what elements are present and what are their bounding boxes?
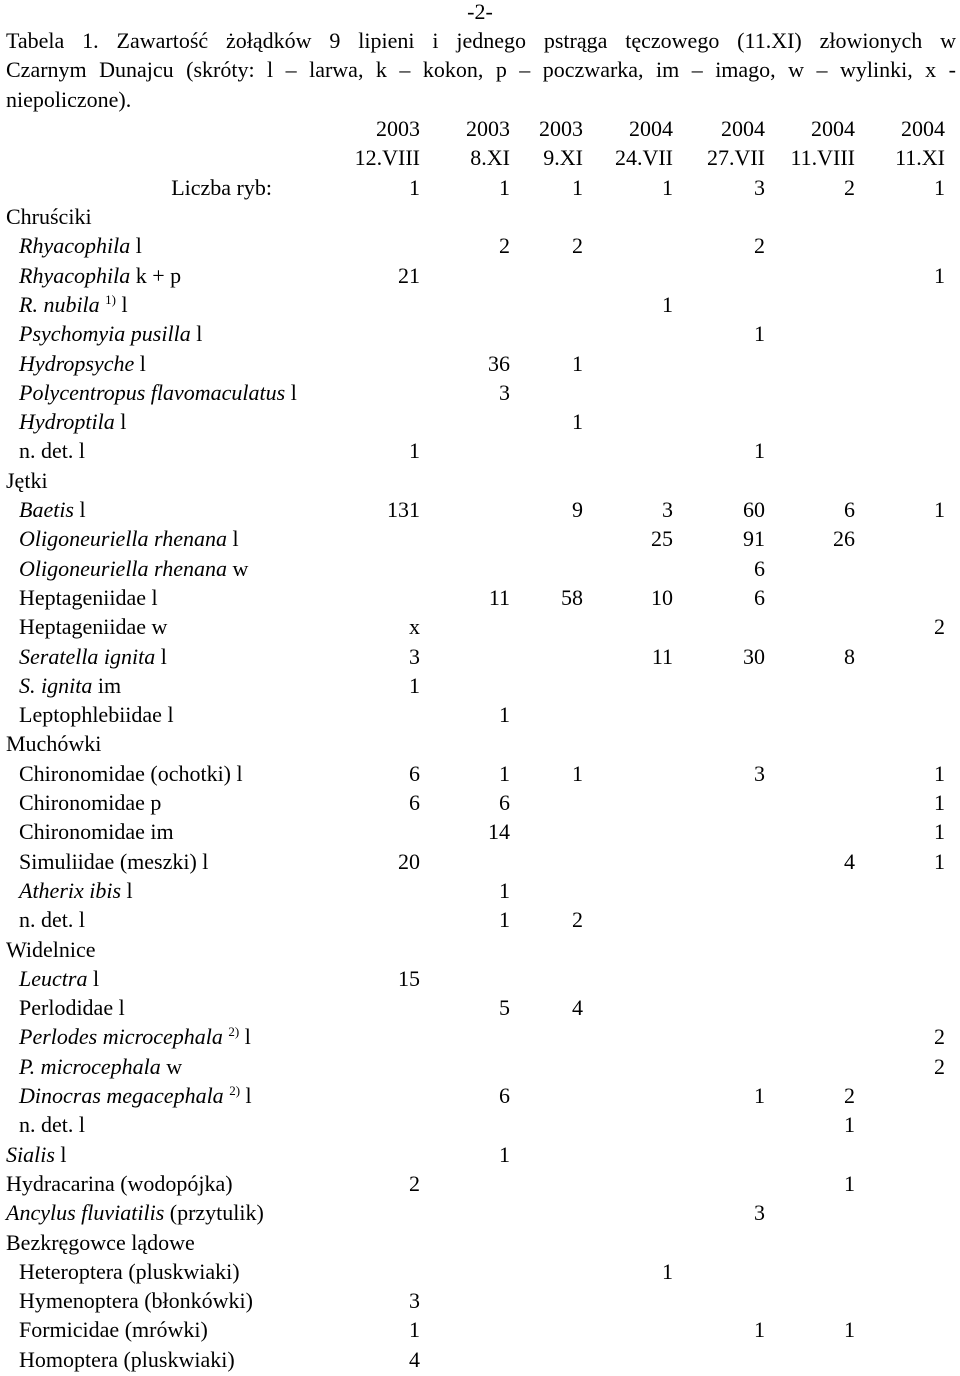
taxon-label xyxy=(19,524,239,553)
taxon-label xyxy=(19,1052,182,1081)
cell-value: 1 xyxy=(499,1141,510,1167)
taxon-label xyxy=(19,612,167,641)
section-row xyxy=(0,202,960,231)
cell-value: 60 xyxy=(743,497,765,522)
section-label xyxy=(6,466,48,495)
cell-value: 1 xyxy=(499,877,510,903)
section-row xyxy=(0,1228,960,1257)
cell-value: 1 xyxy=(844,1317,855,1343)
label-part: l xyxy=(130,233,142,259)
cell-value: 6 xyxy=(754,555,765,581)
taxon-label xyxy=(19,671,121,700)
taxon-label xyxy=(19,349,146,378)
section-label xyxy=(6,1169,233,1198)
cell-value: 25 xyxy=(651,526,673,552)
cell-value: 3 xyxy=(499,379,510,405)
label-part: Seratella ignita xyxy=(19,643,156,669)
cell-value: 2 xyxy=(572,233,583,259)
taxon-row xyxy=(0,1286,960,1315)
cell-value: 2 xyxy=(934,1053,945,1079)
taxon-row xyxy=(0,290,960,319)
cell-value: 1 xyxy=(934,848,945,874)
taxon-label xyxy=(19,378,297,407)
cell-value: 1 xyxy=(934,760,945,786)
taxon-label xyxy=(19,1022,251,1051)
header-date-row xyxy=(0,143,960,172)
section-row xyxy=(0,1169,960,1198)
column-date: 8.XI xyxy=(470,145,510,170)
column-date: 12.VIII xyxy=(354,145,420,170)
label-part: w xyxy=(226,555,249,581)
label-part: l xyxy=(239,1024,251,1050)
cell-value: 1 xyxy=(754,438,765,464)
column-year: 2003 xyxy=(466,116,510,141)
taxon-row xyxy=(0,759,960,788)
label-part: im xyxy=(92,672,122,698)
page-number: -2- xyxy=(467,0,493,24)
taxon-row xyxy=(0,1345,960,1374)
cell-value: 26 xyxy=(833,526,855,552)
taxon-label xyxy=(19,436,85,465)
label-part: Chironomidae p xyxy=(19,790,162,815)
taxon-label xyxy=(19,231,142,260)
cell-value: 6 xyxy=(499,1083,510,1108)
cell-value: 1 xyxy=(572,350,583,376)
cell-value: 3 xyxy=(409,643,420,669)
label-part: l xyxy=(114,409,127,435)
taxon-label xyxy=(19,1315,208,1344)
taxon-label xyxy=(19,876,133,905)
cell-value: 2 xyxy=(572,907,583,933)
cell-value: 1 xyxy=(934,497,945,522)
label-part: Jętki xyxy=(6,467,48,493)
taxon-row xyxy=(0,964,960,993)
label-part: Formicidae (mrówki) xyxy=(19,1317,208,1343)
label-part: n. det. l xyxy=(19,438,85,464)
cell-value: 1 xyxy=(662,1258,673,1284)
section-label xyxy=(6,1140,67,1169)
cell-value: 1 xyxy=(934,790,945,815)
cell-value: 11 xyxy=(651,643,673,669)
label-part: P. microcephala xyxy=(19,1053,161,1079)
cell-value: 6 xyxy=(754,584,765,610)
cell-value: 1 xyxy=(572,760,583,786)
section-row xyxy=(0,935,960,964)
section-row xyxy=(0,466,960,495)
column-year: 2003 xyxy=(376,116,420,141)
column-year: 2004 xyxy=(811,116,855,141)
column-year: 2004 xyxy=(901,116,945,141)
section-label xyxy=(6,1228,195,1257)
label-part: Simuliidae (meszki) l xyxy=(19,848,209,874)
label-part: Homoptera (pluskwiaki) xyxy=(19,1346,235,1372)
column-date: 11.XI xyxy=(895,145,945,170)
cell-value: 2 xyxy=(499,233,510,259)
cell-value: 4 xyxy=(409,1346,420,1372)
footnote-marker: 1) xyxy=(105,291,117,307)
column-year: 2004 xyxy=(629,116,673,141)
cell-value: 2 xyxy=(934,1024,945,1050)
cell-value: 1 xyxy=(499,702,510,728)
cell-value: 6 xyxy=(499,790,510,815)
label-part: Heteroptera (pluskwiaki) xyxy=(19,1258,240,1284)
taxon-row xyxy=(0,231,960,260)
taxon-label xyxy=(19,1345,235,1374)
cell-value: 131 xyxy=(387,497,420,522)
label-part: l xyxy=(285,379,297,405)
cell-value: 21 xyxy=(398,262,420,288)
taxon-label xyxy=(19,847,208,876)
taxon-label xyxy=(19,554,248,583)
label-part: Rhyacophila xyxy=(19,233,131,259)
label-part: Psychomyia pusilla xyxy=(19,321,191,347)
cell-value: 6 xyxy=(409,790,420,815)
taxon-row xyxy=(0,436,960,465)
cell-value: 3 xyxy=(754,760,765,786)
taxon-row xyxy=(0,1081,960,1110)
caption-line-3: niepoliczone). xyxy=(6,86,132,112)
taxon-row xyxy=(0,993,960,1022)
cell-value: 1 xyxy=(844,1112,855,1138)
label-part: Hydropsyche xyxy=(19,350,135,376)
cell-value: 11 xyxy=(488,584,510,610)
taxon-row xyxy=(0,671,960,700)
taxon-label xyxy=(19,1286,253,1315)
section-label xyxy=(6,202,92,231)
taxon-label xyxy=(19,1257,240,1286)
label-part: n. det. l xyxy=(19,907,85,933)
fish-count-value: 1 xyxy=(934,175,945,200)
footnote-marker: 2) xyxy=(229,1083,241,1098)
taxon-label xyxy=(19,817,174,846)
fish-count-value: 3 xyxy=(754,175,765,200)
taxon-row xyxy=(0,407,960,436)
taxon-row xyxy=(0,378,960,407)
cell-value: 2 xyxy=(754,233,765,259)
label-part: Perlodes microcephala xyxy=(19,1024,223,1050)
taxon-label xyxy=(19,788,161,817)
taxon-label xyxy=(19,261,181,290)
label-part: Ancylus fluviatilis xyxy=(6,1200,165,1226)
fish-count-value: 1 xyxy=(572,175,583,200)
label-part: Hydracarina (wodopójka) xyxy=(6,1170,233,1196)
label-part: Heptageniidae l xyxy=(19,584,158,610)
cell-value: 3 xyxy=(409,1288,420,1314)
fish-count-value: 1 xyxy=(499,175,510,200)
taxon-label xyxy=(19,905,85,934)
cell-value: 36 xyxy=(488,350,510,376)
label-part: l xyxy=(155,643,167,669)
label-part: Oligoneuriella rhenana xyxy=(19,526,227,552)
taxon-row xyxy=(0,876,960,905)
cell-value: 1 xyxy=(934,262,945,288)
label-part: l xyxy=(116,291,128,317)
fish-count-row xyxy=(0,173,960,202)
label-part: l xyxy=(134,350,146,376)
cell-value: 3 xyxy=(754,1200,765,1226)
taxon-label xyxy=(19,964,99,993)
column-date: 27.VII xyxy=(706,145,765,170)
column-date: 9.XI xyxy=(543,145,583,170)
label-part: Perlodidae l xyxy=(19,995,125,1021)
taxon-row xyxy=(0,495,960,524)
cell-value: 30 xyxy=(743,643,765,669)
taxon-label xyxy=(19,495,86,524)
column-year: 2004 xyxy=(721,116,765,141)
label-part: (przytulik) xyxy=(164,1200,264,1226)
footnote-marker: 2) xyxy=(228,1024,240,1040)
taxon-row xyxy=(0,1257,960,1286)
label-part: l xyxy=(54,1141,67,1167)
section-label xyxy=(6,729,101,758)
taxon-row xyxy=(0,319,960,348)
taxon-row xyxy=(0,349,960,378)
label-part: Baetis xyxy=(19,497,74,522)
cell-value: 2 xyxy=(844,1083,855,1108)
taxon-row xyxy=(0,642,960,671)
cell-value: x xyxy=(409,614,420,640)
cell-value: 9 xyxy=(572,497,583,522)
taxon-row xyxy=(0,583,960,612)
label-part: Heptageniidae w xyxy=(19,614,168,640)
label-part: Bezkręgowce lądowe xyxy=(6,1229,195,1255)
section-label xyxy=(6,935,96,964)
cell-value: 2 xyxy=(934,614,945,640)
cell-value: 4 xyxy=(844,848,855,874)
taxon-row xyxy=(0,1110,960,1139)
label-part: Hydroptila xyxy=(19,409,115,435)
taxon-row xyxy=(0,788,960,817)
fish-count-value: 1 xyxy=(662,175,673,200)
taxon-row xyxy=(0,554,960,583)
cell-value: 6 xyxy=(844,497,855,522)
cell-value: 1 xyxy=(409,438,420,464)
taxon-row xyxy=(0,524,960,553)
taxon-label xyxy=(19,407,126,436)
label-part: l xyxy=(74,497,86,522)
cell-value: 10 xyxy=(651,584,673,610)
label-part: Atherix ibis xyxy=(19,877,122,903)
label-part: Chironomidae im xyxy=(19,819,174,845)
taxon-label xyxy=(19,993,125,1022)
taxon-row xyxy=(0,700,960,729)
cell-value: 2 xyxy=(409,1170,420,1196)
taxon-row xyxy=(0,905,960,934)
label-part: R. nubila xyxy=(19,291,100,317)
label-part: Chironomidae (ochotki) l xyxy=(19,760,243,786)
taxon-label xyxy=(19,759,243,788)
cell-value: 15 xyxy=(398,965,420,991)
taxon-row xyxy=(0,1052,960,1081)
cell-value: 1 xyxy=(754,1317,765,1343)
label-part: k + p xyxy=(130,262,182,288)
label-part: Hymenoptera (błonkówki) xyxy=(19,1288,253,1314)
cell-value: 1 xyxy=(934,819,945,845)
taxon-label xyxy=(19,583,158,612)
label-part: l xyxy=(226,526,239,552)
taxon-label xyxy=(19,700,174,729)
label-part: l xyxy=(240,1083,252,1108)
label-part: Muchówki xyxy=(6,731,102,757)
caption-line-1: Tabela 1. Zawartość żołądków 9 lipieni i jednego pstrąga tęczowego (11.XI) złowionych w xyxy=(6,28,956,53)
taxon-row xyxy=(0,1315,960,1344)
section-row xyxy=(0,1140,960,1169)
fish-count-label: Liczba ryb: xyxy=(171,175,272,200)
label-part: Leptophlebiidae l xyxy=(19,702,174,728)
label-part: Polycentropus flavomaculatus xyxy=(19,379,286,405)
cell-value: 1 xyxy=(499,760,510,786)
column-date: 11.VIII xyxy=(790,145,855,170)
taxon-row xyxy=(0,847,960,876)
cell-value: 1 xyxy=(844,1170,855,1196)
cell-value: 6 xyxy=(409,760,420,786)
taxon-row xyxy=(0,817,960,846)
label-part: S. ignita xyxy=(19,672,93,698)
cell-value: 1 xyxy=(409,1317,420,1343)
label-part: Leuctra xyxy=(19,965,88,991)
cell-value: 3 xyxy=(662,497,673,522)
label-part: n. det. l xyxy=(19,1112,85,1138)
label-part: l xyxy=(121,877,133,903)
section-row xyxy=(0,729,960,758)
section-row xyxy=(0,1198,960,1227)
fish-count-value: 1 xyxy=(409,175,420,200)
cell-value: 8 xyxy=(844,643,855,669)
label-part: l xyxy=(87,965,100,991)
cell-value: 58 xyxy=(561,584,583,610)
fish-count-value: 2 xyxy=(844,175,855,200)
section-label xyxy=(6,1198,264,1227)
cell-value: 1 xyxy=(499,907,510,933)
taxon-label xyxy=(19,642,167,671)
cell-value: 20 xyxy=(398,848,420,874)
column-year: 2003 xyxy=(539,116,583,141)
label-part: Oligoneuriella rhenana xyxy=(19,555,227,581)
taxon-label xyxy=(19,319,202,348)
caption-line-2: Czarnym Dunajcu (skróty: l – larwa, k – kokon, p – poczwarka, im – imago, w – wylinki, x - xyxy=(6,57,956,83)
column-date: 24.VII xyxy=(614,145,673,170)
taxon-row xyxy=(0,612,960,641)
cell-value: 4 xyxy=(572,995,583,1021)
table-caption xyxy=(6,26,956,114)
taxon-label xyxy=(19,1110,85,1139)
label-part: Rhyacophila xyxy=(19,262,131,288)
cell-value: 1 xyxy=(754,321,765,347)
label-part: w xyxy=(160,1053,183,1079)
cell-value: 1 xyxy=(409,672,420,698)
cell-value: 5 xyxy=(499,995,510,1021)
taxon-row xyxy=(0,1022,960,1051)
label-part: Dinocras megacephala xyxy=(19,1083,224,1108)
label-part: Widelnice xyxy=(6,936,96,962)
taxon-row xyxy=(0,261,960,290)
label-part: l xyxy=(190,321,203,347)
taxon-label xyxy=(19,1081,252,1110)
header-year-row xyxy=(0,114,960,143)
cell-value: 91 xyxy=(743,526,765,552)
cell-value: 14 xyxy=(488,819,510,845)
cell-value: 1 xyxy=(662,291,673,317)
label-part: Chruściki xyxy=(6,204,92,229)
cell-value: 1 xyxy=(754,1083,765,1108)
cell-value: 1 xyxy=(572,409,583,435)
taxon-label xyxy=(19,290,128,319)
label-part: Sialis xyxy=(6,1141,55,1167)
